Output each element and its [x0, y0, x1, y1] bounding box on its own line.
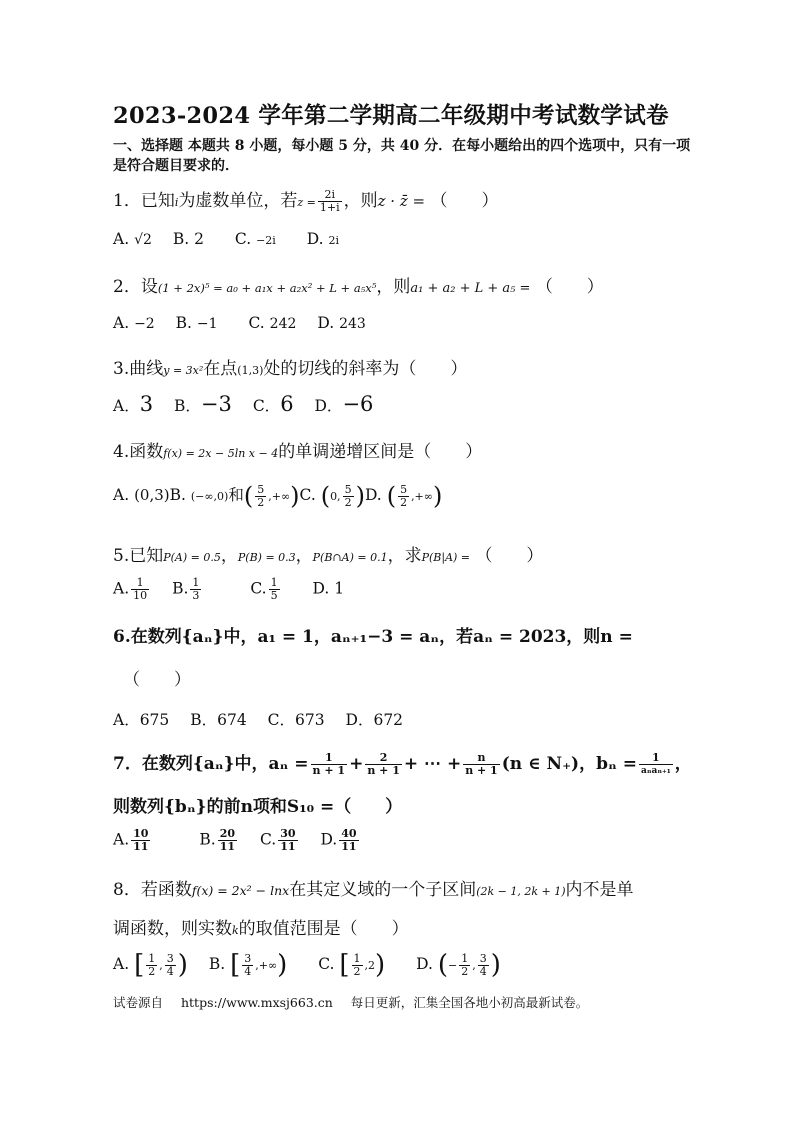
- question-2: 2．设(1 + 2x)⁵ = a₀ + a₁x + a₂x² + L + a₅x⁵，则a₁ + a₂ + L + a₅ = （ ）: [113, 277, 604, 297]
- question-6: 6.在数列{aₙ}中，a₁ = 1，aₙ₊₁−3 = aₙ，若aₙ = 2023，则n =: [113, 627, 633, 647]
- question-7-options: A. $\frac{10}{11}$ B. $\frac{20}{11}$ C. $\frac{30}{11}$ D. $\frac{40}{11}$: [113, 827, 357, 853]
- question-3-options: A．3 B．−3 C．6 D．−6: [113, 392, 374, 416]
- question-4: 4.函数f(x) = 2x − 5ln x − 4的单调递增区间是（ ）: [113, 442, 483, 462]
- question-2-options: A. −2 B. −1 C. 242 D. 243: [113, 314, 366, 332]
- question-3: 3.曲线y = 3x²在点(1,3)处的切线的斜率为（ ）: [113, 359, 468, 379]
- question-5: 5.已知P(A) = 0.5，P(B) = 0.3，P(B∩A) = 0.1，求P(B|A) = （ ）: [113, 546, 544, 566]
- question-1: 1．已知i为虚数单位，若z = $\frac{2i}{1+i}$ ，则z · z̄ = （ ）: [113, 188, 499, 214]
- question-4-options: A. (0,3)B. (−∞,0)和( $\frac{5}{2}$ ,+∞)C. (0, $\frac{5}{2}$ )D. ( $\frac{5}{2}$ ,+∞): [113, 482, 443, 510]
- question-7-line2: 则数列{bₙ}的前n项和S₁₀ =（ ）: [113, 797, 403, 817]
- question-6-paren: （ ）: [123, 670, 191, 690]
- fraction: $\frac{2i}{1+i}$: [319, 188, 340, 214]
- question-8-options: A. [ $\frac{1}{2}$ , $\frac{3}{4}$ ) B. [ $\frac{3}{4}$ ,+∞) C. [ $\frac{1}{2}$ ,2) D. (− $\frac{1}{2}$ , $\frac{3}{4}$ ): [113, 950, 501, 980]
- section-intro: 一、选择题 本题共 8 小题，每小题 5 分，共 40 分．在每小题给出的四个选项中，只有一项是符合题目要求的．: [113, 138, 691, 174]
- question-8: 8．若函数f(x) = 2x² − lnx在其定义域的一个子区间(2k − 1, 2k + 1)内不是单: [113, 880, 634, 900]
- question-1-options: A. √2 B. 2 C. −2i D. 2i: [113, 230, 340, 248]
- source-footer: 试卷源自 https://www.mxsj663.cn 每日更新，汇集全国各地小初高最新试卷。: [113, 995, 589, 1010]
- question-5-options: A. $\frac{1}{10}$ B. $\frac{1}{3}$ C. $\frac{1}{5}$ D. 1: [113, 576, 345, 602]
- exam-title: 2023-2024 学年第二学期高二年级期中考试数学试卷: [113, 103, 669, 129]
- question-8-line2: 调函数，则实数k的取值范围是（ ）: [113, 919, 409, 939]
- question-6-options: A．675 B．674 C．673 D．672: [113, 711, 404, 729]
- question-7: 7．在数列{aₙ}中，aₙ = $\frac{1}{n + 1}$ + $\frac{2}{n + 1}$ + ⋯ + $\frac{n}{n + 1}$ (n ∈ N₊)，bₙ = $\frac{1}{\text{aₙaₙ₊₁}}$ ，: [113, 751, 692, 777]
- source-link[interactable]: https://www.mxsj663.cn: [180, 995, 333, 1010]
